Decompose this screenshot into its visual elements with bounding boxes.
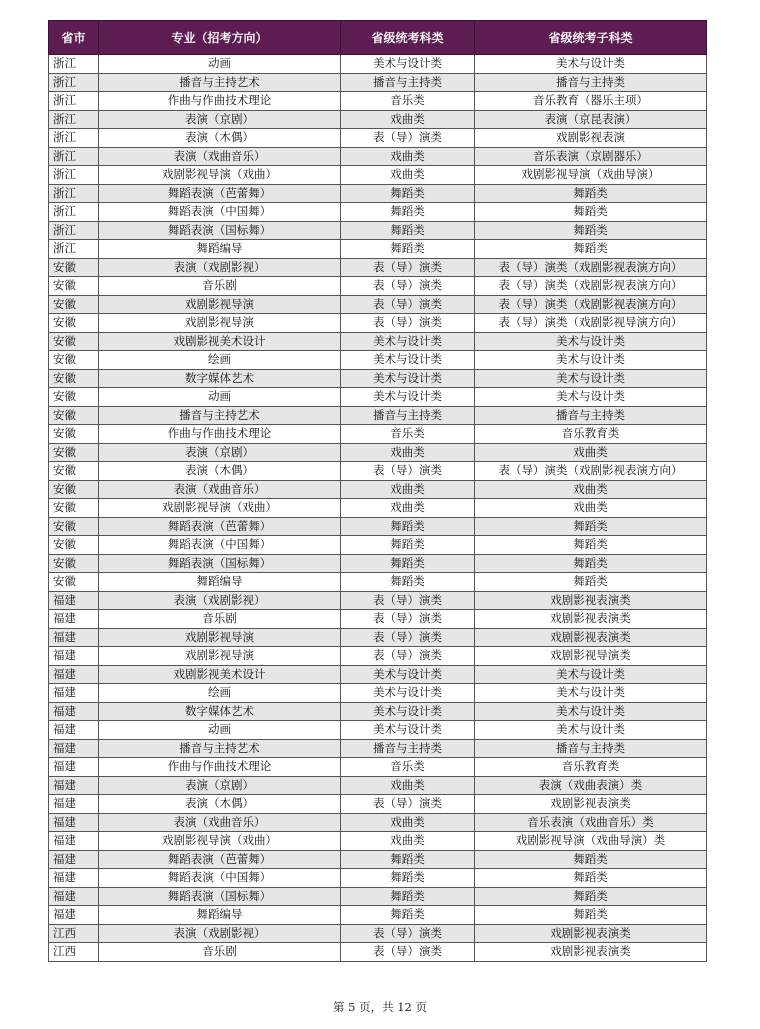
cell-exam-category: 舞蹈类	[341, 536, 475, 555]
table-header	[49, 21, 707, 55]
table-row	[49, 295, 707, 314]
table-row	[49, 684, 707, 703]
header-exam-category: 省级统考科类	[341, 21, 475, 55]
cell-exam-subcategory: 表（导）演类（戏剧影视表演方向）	[475, 277, 707, 296]
cell-exam-category: 戏曲类	[341, 499, 475, 518]
cell-exam-category: 表（导）演类	[341, 795, 475, 814]
cell-exam-category: 舞蹈类	[341, 887, 475, 906]
header-province: 省市	[49, 21, 99, 55]
cell-exam-category: 播音与主持类	[341, 73, 475, 92]
cell-exam-category: 舞蹈类	[341, 517, 475, 536]
cell-major: 戏剧影视美术设计	[99, 332, 341, 351]
cell-exam-category: 舞蹈类	[341, 573, 475, 592]
cell-major: 数字媒体艺术	[99, 369, 341, 388]
cell-province: 福建	[49, 832, 99, 851]
cell-province: 安徽	[49, 554, 99, 573]
table-row	[49, 369, 707, 388]
cell-major: 作曲与作曲技术理论	[99, 758, 341, 777]
cell-province: 浙江	[49, 55, 99, 74]
cell-exam-subcategory: 音乐教育类	[475, 425, 707, 444]
cell-major: 动画	[99, 55, 341, 74]
cell-exam-category: 表（导）演类	[341, 129, 475, 148]
cell-exam-category: 舞蹈类	[341, 850, 475, 869]
cell-province: 安徽	[49, 480, 99, 499]
cell-exam-subcategory: 舞蹈类	[475, 573, 707, 592]
cell-major: 舞蹈编导	[99, 573, 341, 592]
cell-major: 播音与主持艺术	[99, 406, 341, 425]
cell-exam-category: 戏曲类	[341, 813, 475, 832]
table-row	[49, 480, 707, 499]
cell-major: 数字媒体艺术	[99, 702, 341, 721]
cell-province: 福建	[49, 684, 99, 703]
table-row	[49, 758, 707, 777]
cell-exam-category: 表（导）演类	[341, 295, 475, 314]
table-body	[49, 55, 707, 962]
cell-exam-subcategory: 美术与设计类	[475, 684, 707, 703]
cell-exam-category: 表（导）演类	[341, 277, 475, 296]
cell-province: 安徽	[49, 277, 99, 296]
cell-exam-subcategory: 舞蹈类	[475, 869, 707, 888]
header-exam-subcategory: 省级统考子科类	[475, 21, 707, 55]
cell-major: 作曲与作曲技术理论	[99, 92, 341, 111]
table-row	[49, 55, 707, 74]
cell-major: 绘画	[99, 351, 341, 370]
cell-exam-category: 音乐类	[341, 425, 475, 444]
cell-exam-subcategory: 舞蹈类	[475, 203, 707, 222]
cell-exam-subcategory: 戏剧影视导演类	[475, 647, 707, 666]
cell-province: 福建	[49, 776, 99, 795]
cell-exam-subcategory: 美术与设计类	[475, 369, 707, 388]
table-row	[49, 73, 707, 92]
cell-exam-category: 表（导）演类	[341, 628, 475, 647]
cell-exam-subcategory: 戏剧影视导演（戏曲导演）	[475, 166, 707, 185]
cell-exam-subcategory: 戏剧影视表演类	[475, 628, 707, 647]
cell-province: 福建	[49, 758, 99, 777]
table-row	[49, 314, 707, 333]
cell-major: 表演（木偶）	[99, 795, 341, 814]
cell-exam-category: 戏曲类	[341, 443, 475, 462]
cell-province: 安徽	[49, 573, 99, 592]
cell-major: 表演（戏曲音乐）	[99, 480, 341, 499]
cell-exam-subcategory: 戏剧影视表演	[475, 129, 707, 148]
cell-major: 绘画	[99, 684, 341, 703]
cell-exam-subcategory: 舞蹈类	[475, 221, 707, 240]
cell-province: 福建	[49, 869, 99, 888]
cell-major: 音乐剧	[99, 277, 341, 296]
cell-exam-subcategory: 戏曲类	[475, 443, 707, 462]
cell-exam-subcategory: 音乐表演（京剧器乐）	[475, 147, 707, 166]
cell-major: 舞蹈表演（国标舞）	[99, 554, 341, 573]
table-row	[49, 924, 707, 943]
cell-exam-category: 戏曲类	[341, 166, 475, 185]
cell-exam-category: 美术与设计类	[341, 55, 475, 74]
table-row	[49, 573, 707, 592]
table-row	[49, 147, 707, 166]
header-major: 专业（招考方向）	[99, 21, 341, 55]
cell-major: 舞蹈表演（中国舞）	[99, 536, 341, 555]
cell-province: 浙江	[49, 110, 99, 129]
table-row	[49, 702, 707, 721]
table-row	[49, 536, 707, 555]
cell-exam-subcategory: 播音与主持类	[475, 406, 707, 425]
cell-province: 安徽	[49, 369, 99, 388]
cell-major: 动画	[99, 721, 341, 740]
admissions-table-container	[48, 20, 706, 962]
cell-exam-subcategory: 播音与主持类	[475, 73, 707, 92]
cell-major: 表演（戏剧影视）	[99, 258, 341, 277]
cell-province: 浙江	[49, 129, 99, 148]
table-row	[49, 832, 707, 851]
cell-major: 表演（木偶）	[99, 462, 341, 481]
cell-exam-subcategory: 戏剧影视表演类	[475, 924, 707, 943]
cell-major: 播音与主持艺术	[99, 739, 341, 758]
cell-major: 戏剧影视美术设计	[99, 665, 341, 684]
table-row	[49, 462, 707, 481]
cell-major: 舞蹈表演（国标舞）	[99, 221, 341, 240]
cell-exam-category: 播音与主持类	[341, 739, 475, 758]
cell-major: 戏剧影视导演	[99, 295, 341, 314]
table-row	[49, 813, 707, 832]
cell-major: 表演（戏剧影视）	[99, 924, 341, 943]
cell-province: 福建	[49, 702, 99, 721]
cell-exam-subcategory: 美术与设计类	[475, 332, 707, 351]
cell-exam-category: 表（导）演类	[341, 591, 475, 610]
cell-province: 福建	[49, 610, 99, 629]
header-row	[49, 21, 707, 55]
cell-exam-subcategory: 表（导）演类（戏剧影视表演方向）	[475, 295, 707, 314]
cell-province: 浙江	[49, 166, 99, 185]
cell-exam-subcategory: 美术与设计类	[475, 702, 707, 721]
cell-exam-subcategory: 戏曲类	[475, 480, 707, 499]
cell-exam-subcategory: 音乐教育（器乐主项）	[475, 92, 707, 111]
cell-province: 安徽	[49, 536, 99, 555]
cell-province: 福建	[49, 665, 99, 684]
table-row	[49, 610, 707, 629]
table-row	[49, 129, 707, 148]
table-row	[49, 388, 707, 407]
admissions-table	[48, 20, 707, 962]
cell-exam-category: 美术与设计类	[341, 684, 475, 703]
cell-exam-subcategory: 戏剧影视表演类	[475, 943, 707, 962]
cell-exam-subcategory: 舞蹈类	[475, 850, 707, 869]
table-row	[49, 277, 707, 296]
cell-exam-category: 表（导）演类	[341, 647, 475, 666]
cell-exam-category: 戏曲类	[341, 480, 475, 499]
table-row	[49, 628, 707, 647]
cell-province: 安徽	[49, 351, 99, 370]
cell-exam-subcategory: 舞蹈类	[475, 517, 707, 536]
cell-exam-subcategory: 美术与设计类	[475, 388, 707, 407]
table-row	[49, 517, 707, 536]
cell-province: 福建	[49, 628, 99, 647]
cell-province: 安徽	[49, 406, 99, 425]
cell-province: 安徽	[49, 314, 99, 333]
cell-major: 音乐剧	[99, 610, 341, 629]
table-row	[49, 110, 707, 129]
cell-exam-subcategory: 舞蹈类	[475, 184, 707, 203]
table-row	[49, 92, 707, 111]
cell-province: 安徽	[49, 517, 99, 536]
cell-exam-subcategory: 戏曲类	[475, 499, 707, 518]
table-row	[49, 776, 707, 795]
cell-exam-category: 表（导）演类	[341, 943, 475, 962]
table-row	[49, 258, 707, 277]
cell-major: 舞蹈表演（芭蕾舞）	[99, 184, 341, 203]
cell-exam-subcategory: 表（导）演类（戏剧影视表演方向）	[475, 462, 707, 481]
cell-major: 表演（木偶）	[99, 129, 341, 148]
cell-province: 安徽	[49, 499, 99, 518]
cell-major: 舞蹈表演（中国舞）	[99, 869, 341, 888]
cell-major: 表演（戏曲音乐）	[99, 147, 341, 166]
cell-exam-category: 舞蹈类	[341, 906, 475, 925]
cell-exam-subcategory: 美术与设计类	[475, 55, 707, 74]
table-row	[49, 499, 707, 518]
cell-exam-category: 舞蹈类	[341, 869, 475, 888]
cell-exam-subcategory: 表演（戏曲表演）类	[475, 776, 707, 795]
cell-major: 音乐剧	[99, 943, 341, 962]
cell-exam-category: 美术与设计类	[341, 369, 475, 388]
cell-province: 福建	[49, 813, 99, 832]
cell-province: 安徽	[49, 443, 99, 462]
cell-major: 舞蹈编导	[99, 240, 341, 259]
cell-exam-subcategory: 美术与设计类	[475, 351, 707, 370]
table-row	[49, 425, 707, 444]
cell-exam-category: 表（导）演类	[341, 462, 475, 481]
cell-province: 浙江	[49, 221, 99, 240]
table-row	[49, 554, 707, 573]
cell-exam-subcategory: 美术与设计类	[475, 665, 707, 684]
cell-major: 舞蹈表演（中国舞）	[99, 203, 341, 222]
table-row	[49, 795, 707, 814]
cell-province: 福建	[49, 647, 99, 666]
cell-province: 安徽	[49, 425, 99, 444]
table-row	[49, 665, 707, 684]
cell-exam-category: 戏曲类	[341, 147, 475, 166]
cell-province: 浙江	[49, 73, 99, 92]
cell-exam-category: 美术与设计类	[341, 388, 475, 407]
cell-exam-category: 舞蹈类	[341, 554, 475, 573]
cell-exam-subcategory: 音乐教育类	[475, 758, 707, 777]
cell-province: 安徽	[49, 295, 99, 314]
table-row	[49, 332, 707, 351]
cell-exam-category: 音乐类	[341, 758, 475, 777]
table-row	[49, 184, 707, 203]
table-row	[49, 221, 707, 240]
cell-exam-subcategory: 音乐表演（戏曲音乐）类	[475, 813, 707, 832]
cell-province: 浙江	[49, 203, 99, 222]
cell-exam-category: 美术与设计类	[341, 721, 475, 740]
cell-exam-subcategory: 舞蹈类	[475, 240, 707, 259]
cell-major: 表演（京剧）	[99, 110, 341, 129]
cell-major: 戏剧影视导演（戏曲）	[99, 499, 341, 518]
cell-major: 舞蹈编导	[99, 906, 341, 925]
cell-major: 戏剧影视导演	[99, 314, 341, 333]
cell-exam-subcategory: 戏剧影视表演类	[475, 795, 707, 814]
table-row	[49, 739, 707, 758]
cell-major: 戏剧影视导演	[99, 628, 341, 647]
cell-province: 江西	[49, 924, 99, 943]
cell-exam-category: 美术与设计类	[341, 351, 475, 370]
cell-exam-subcategory: 表（导）演类（戏剧影视导演方向）	[475, 314, 707, 333]
cell-exam-category: 戏曲类	[341, 110, 475, 129]
cell-province: 浙江	[49, 92, 99, 111]
cell-province: 福建	[49, 721, 99, 740]
cell-province: 江西	[49, 943, 99, 962]
cell-major: 表演（戏剧影视）	[99, 591, 341, 610]
cell-exam-subcategory: 表（导）演类（戏剧影视表演方向）	[475, 258, 707, 277]
cell-exam-subcategory: 舞蹈类	[475, 906, 707, 925]
cell-exam-subcategory: 舞蹈类	[475, 554, 707, 573]
table-row	[49, 166, 707, 185]
table-row	[49, 591, 707, 610]
cell-exam-category: 舞蹈类	[341, 221, 475, 240]
cell-province: 福建	[49, 739, 99, 758]
cell-major: 表演（京剧）	[99, 776, 341, 795]
cell-exam-subcategory: 戏剧影视表演类	[475, 610, 707, 629]
cell-exam-subcategory: 播音与主持类	[475, 739, 707, 758]
table-row	[49, 443, 707, 462]
table-row	[49, 647, 707, 666]
cell-province: 安徽	[49, 258, 99, 277]
cell-province: 福建	[49, 850, 99, 869]
cell-exam-category: 表（导）演类	[341, 258, 475, 277]
cell-province: 浙江	[49, 147, 99, 166]
cell-province: 福建	[49, 887, 99, 906]
cell-province: 安徽	[49, 332, 99, 351]
cell-exam-category: 音乐类	[341, 92, 475, 111]
cell-exam-category: 戏曲类	[341, 776, 475, 795]
cell-province: 安徽	[49, 462, 99, 481]
cell-exam-category: 美术与设计类	[341, 702, 475, 721]
table-row	[49, 943, 707, 962]
cell-province: 福建	[49, 591, 99, 610]
cell-major: 戏剧影视导演	[99, 647, 341, 666]
cell-province: 浙江	[49, 184, 99, 203]
table-row	[49, 240, 707, 259]
cell-exam-category: 舞蹈类	[341, 203, 475, 222]
table-row	[49, 850, 707, 869]
cell-exam-subcategory: 戏剧影视导演（戏曲导演）类	[475, 832, 707, 851]
table-row	[49, 203, 707, 222]
cell-major: 播音与主持艺术	[99, 73, 341, 92]
cell-exam-subcategory: 美术与设计类	[475, 721, 707, 740]
cell-province: 安徽	[49, 388, 99, 407]
table-row	[49, 721, 707, 740]
cell-major: 戏剧影视导演（戏曲）	[99, 832, 341, 851]
cell-exam-category: 表（导）演类	[341, 610, 475, 629]
cell-exam-category: 表（导）演类	[341, 314, 475, 333]
cell-major: 舞蹈表演（芭蕾舞）	[99, 850, 341, 869]
cell-major: 动画	[99, 388, 341, 407]
table-row	[49, 887, 707, 906]
cell-exam-category: 美术与设计类	[341, 665, 475, 684]
cell-province: 福建	[49, 906, 99, 925]
cell-exam-subcategory: 舞蹈类	[475, 536, 707, 555]
table-row	[49, 906, 707, 925]
cell-exam-category: 戏曲类	[341, 832, 475, 851]
page-number: 第 5 页，共 12 页	[332, 1000, 428, 1014]
cell-exam-subcategory: 舞蹈类	[475, 887, 707, 906]
cell-exam-category: 美术与设计类	[341, 332, 475, 351]
cell-exam-subcategory: 戏剧影视表演类	[475, 591, 707, 610]
cell-province: 福建	[49, 795, 99, 814]
table-row	[49, 406, 707, 425]
cell-major: 表演（京剧）	[99, 443, 341, 462]
cell-exam-category: 舞蹈类	[341, 240, 475, 259]
cell-exam-category: 表（导）演类	[341, 924, 475, 943]
cell-major: 作曲与作曲技术理论	[99, 425, 341, 444]
cell-province: 浙江	[49, 240, 99, 259]
cell-exam-subcategory: 表演（京昆表演）	[475, 110, 707, 129]
cell-major: 戏剧影视导演（戏曲）	[99, 166, 341, 185]
cell-major: 舞蹈表演（国标舞）	[99, 887, 341, 906]
cell-major: 舞蹈表演（芭蕾舞）	[99, 517, 341, 536]
table-row	[49, 351, 707, 370]
cell-exam-category: 舞蹈类	[341, 184, 475, 203]
table-row	[49, 869, 707, 888]
cell-exam-category: 播音与主持类	[341, 406, 475, 425]
cell-major: 表演（戏曲音乐）	[99, 813, 341, 832]
